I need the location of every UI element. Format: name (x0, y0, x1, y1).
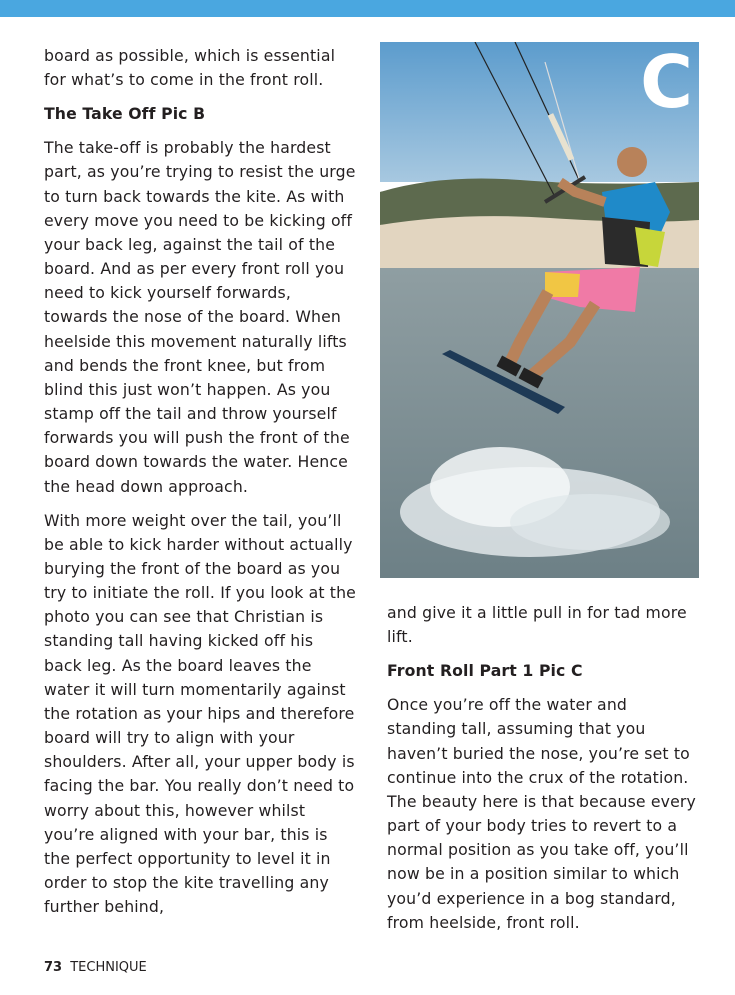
section-label: TECHNIQUE (70, 960, 147, 975)
right-column (387, 601, 699, 945)
page-footer (44, 960, 147, 976)
paragraph: and give it a little pull in for tad more lift. (387, 603, 687, 647)
left-column (44, 44, 356, 929)
paragraph: With more weight over the tail, you’ll be able to kick harder without actually burying the front of the board as you try to initiate the roll. If you look at the photo you can see that Christian is standing tall having kicked off his back leg. As the board leaves the water it will turn momentarily against the rotation as your hips and therefore board will try to align with your shoulders. After all, your upper body is facing the bar. You really don’t need to worry about this, however whilst you’re aligned with your bar, this is the perfect opportunity to level it in order to stop the kite travelling any further behind, (44, 510, 356, 917)
page-number: 73 (44, 960, 63, 975)
paragraph: Once you’re off the water and standing tall, assuming that you haven’t buried the nose, you’re set to continue into the crux of the rotation. The beauty here is that because every part of your body tries to revert to a normal position as you take off, you’ll now be in a position similar to which you’d experience in a bog standard, from heelside, front roll. (387, 695, 696, 932)
top-color-bar (0, 0, 735, 17)
photo-label-letter: C (640, 42, 693, 124)
section-heading: The Take Off Pic B (44, 104, 206, 124)
section-heading: Front Roll Part 1 Pic C (387, 661, 583, 681)
paragraph: The take-off is probably the hardest part, as you’re trying to resist the urge to turn back towards the kite. As with every move you need to be kicking off your back leg, against the tail of the board. And as per every front roll you need to kick yourself forwards, towards the nose of the board. When heelside this movement naturally lifts and bends the front knee, but from blind this just won’t happen. As you stamp off the tail and throw yourself forwards you will push the front of the board down towards the water. Hence the head down approach. (44, 138, 356, 496)
kitesurf-photo (380, 42, 699, 578)
paragraph: board as possible, which is essential for what’s to come in the front roll. (44, 46, 336, 90)
